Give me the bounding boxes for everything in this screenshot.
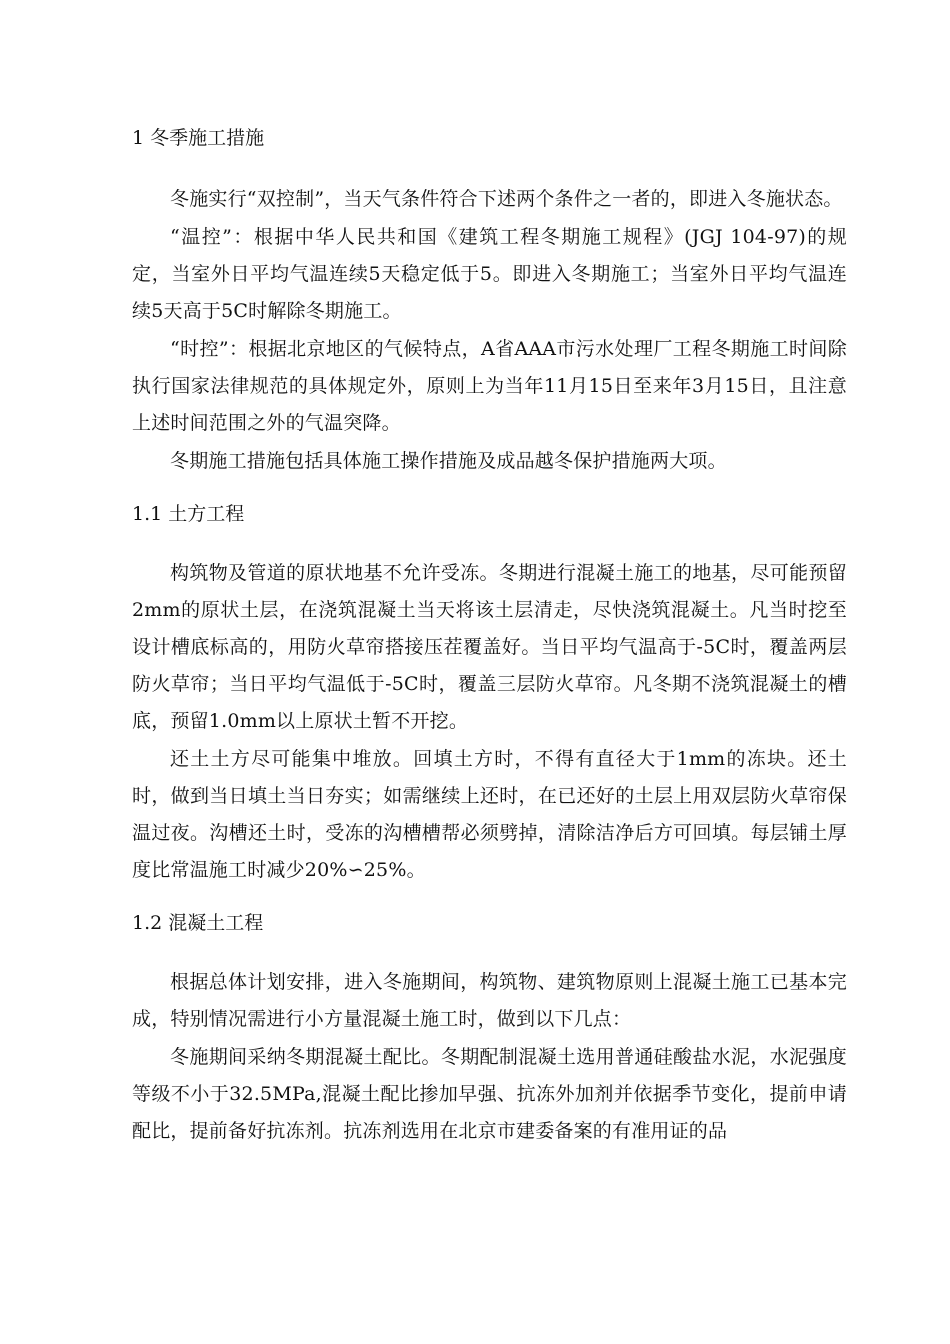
section-heading-winter-construction: 1 冬季施工措施 (132, 127, 265, 149)
section-heading-earthwork: 1.1 土方工程 (132, 503, 245, 525)
document-body (132, 120, 847, 1151)
paragraph-foundation-protection: 构筑物及管道的原状地基不允许受冻。冬期进行混凝土施工的地基，尽可能预留2mm的原状土层，在浇筑混凝土当天将该土层清走，尽快浇筑混凝土。凡当时挖至设计槽底标高的，用防火草帘搭接压茬覆盖好。当日平均气温高于-5C时，覆盖两层防火草帘；当日平均气温低于-5C时，覆盖三层防火草帘。凡冬期不浇筑混凝土的槽底，预留1.0mm以上原状土暂不开挖。 (132, 562, 847, 732)
paragraph-backfill: 还土土方尽可能集中堆放。回填土方时，不得有直径大于1mm的冻块。还土时，做到当日填土当日夯实；如需继续上还时，在已还好的土层上用双层防火草帘保温过夜。沟槽还土时，受冻的沟槽槽帮必须劈掉，清除洁净后方可回填。每层铺土厚度比常温施工时减少20%∽25%。 (132, 748, 847, 881)
paragraph-concrete-plan: 根据总体计划安排，进入冬施期间，构筑物、建筑物原则上混凝土施工已基本完成，特别情况需进行小方量混凝土施工时，做到以下几点： (132, 971, 847, 1030)
paragraph-time-control: “时控”：根据北京地区的气候特点，A省AAA市污水处理厂工程冬期施工时间除执行国家法律规范的具体规定外，原则上为当年11月15日至来年3月15日，且注意上述时间范围之外的气温突降。 (132, 338, 847, 434)
section-heading-concrete: 1.2 混凝土工程 (132, 912, 264, 934)
paragraph-concrete-mix: 冬施期间采纳冬期混凝土配比。冬期配制混凝土选用普通硅酸盐水泥，水泥强度等级不小于32.5MPa,混凝土配比掺加早强、抗冻外加剂并依据季节变化，提前申请配比，提前备好抗冻剂。抗冻剂选用在北京市建委备案的有准用证的品 (132, 1046, 847, 1142)
paragraph-measures-summary: 冬期施工措施包括具体施工操作措施及成品越冬保护措施两大项。 (170, 450, 727, 472)
paragraph-double-control: 冬施实行“双控制”，当天气条件符合下述两个条件之一者的，即进入冬施状态。 (170, 188, 843, 210)
paragraph-temperature-control: “温控”：根据中华人民共和国《建筑工程冬期施工规程》(JGJ 104-97)的规定，当室外日平均气温连续5天稳定低于5。即进入冬期施工；当室外日平均气温连续5天高于5C时解除冬期施工。 (132, 226, 847, 322)
